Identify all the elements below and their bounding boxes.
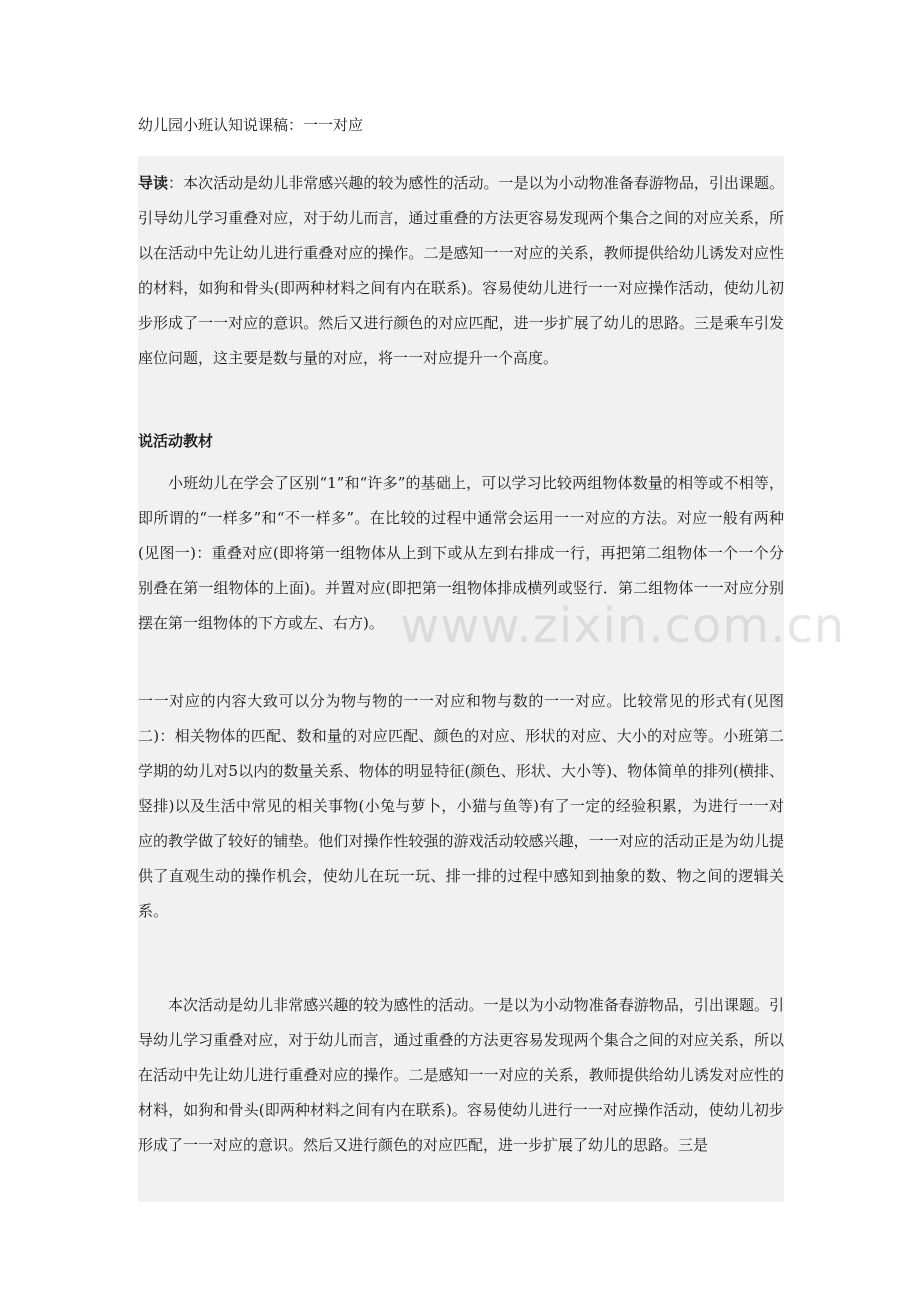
body-paragraph-3: 本次活动是幼儿非常感兴趣的较为感性的活动。一是以为小动物准备春游物品，引出课题。引导幼儿学习重叠对应，对于幼儿而言，通过重叠的方法更容易发现两个集合之间的对应关系，所以在活动中先让幼儿进行重叠对应的操作。二是感知一一对应的关系，教师提供给幼儿诱发对应性的材料，如狗和骨头(即两种材料之间有内在联系)。容易使幼儿进行一一对应操作活动，使幼儿初步形成了一一对应的意识。然后又进行颜色的对应匹配，进一步扩展了幼儿的思路。三是 [138, 996, 784, 1154]
intro-text: ：本次活动是幼儿非常感兴趣的较为感性的活动。一是以为小动物准备春游物品，引出课题。引导幼儿学习重叠对应，对于幼儿而言，通过重叠的方法更容易发现两个集合之间的对应关系，所以在活动中先让幼儿进行重叠对应的操作。二是感知一一对应的关系，教师提供给幼儿诱发对应性的材料，如狗和骨头(即两种材料之间有内在联系)。容易使幼儿进行一一对应操作活动，使幼儿初步形成了一一对应的意识。然后又进行颜色的对应匹配，进一步扩展了幼儿的思路。三是乘车引发座位问题，这主要是数与量的对应，将一一对应提升一个高度。 [138, 174, 784, 367]
body-paragraph-1: 小班幼儿在学会了区别“1”和“许多”的基础上，可以学习比较两组物体数量的相等或不相等，即所谓的“一样多”和“不一样多”。在比较的过程中通常会运用一一对应的方法。对应一般有两种(见图一)：重叠对应(即将第一组物体从上到下或从左到右排成一行，再把第二组物体一个一个分别叠在第一组物体的上面)。并置对应(即把第一组物体排成横列或竖行．第二组物体一一对应分别摆在第一组物体的下方或左、右方)。 [138, 474, 784, 632]
body-paragraph-2: 一一对应的内容大致可以分为物与物的一一对应和物与数的一一对应。比较常见的形式有(见图二)：相关物体的匹配、数和量的对应匹配、颜色的对应、形状的对应、大小的对应等。小班第二学期的幼儿对5以内的数量关系、物体的明显特征(颜色、形状、大小等)、物体简单的排列(横排、竖排)以及生活中常见的相关事物(小兔与萝卜，小猫与鱼等)有了一定的经验积累，为进行一一对应的教学做了较好的铺垫。他们对操作性较强的游戏活动较感兴趣，一一对应的活动正是为幼儿提供了直观生动的操作机会，使幼儿在玩一玩、排一排的过程中感知到抽象的数、物之间的逻辑关系。 [138, 692, 784, 920]
document-title: 幼儿园小班认知说课稿：一一对应 [138, 116, 364, 134]
watermark: www.zixin.com.cn [400, 598, 846, 654]
section-heading: 说活动教材 [138, 432, 214, 450]
intro-label: 导读 [138, 174, 169, 192]
intro-paragraph [138, 166, 784, 376]
